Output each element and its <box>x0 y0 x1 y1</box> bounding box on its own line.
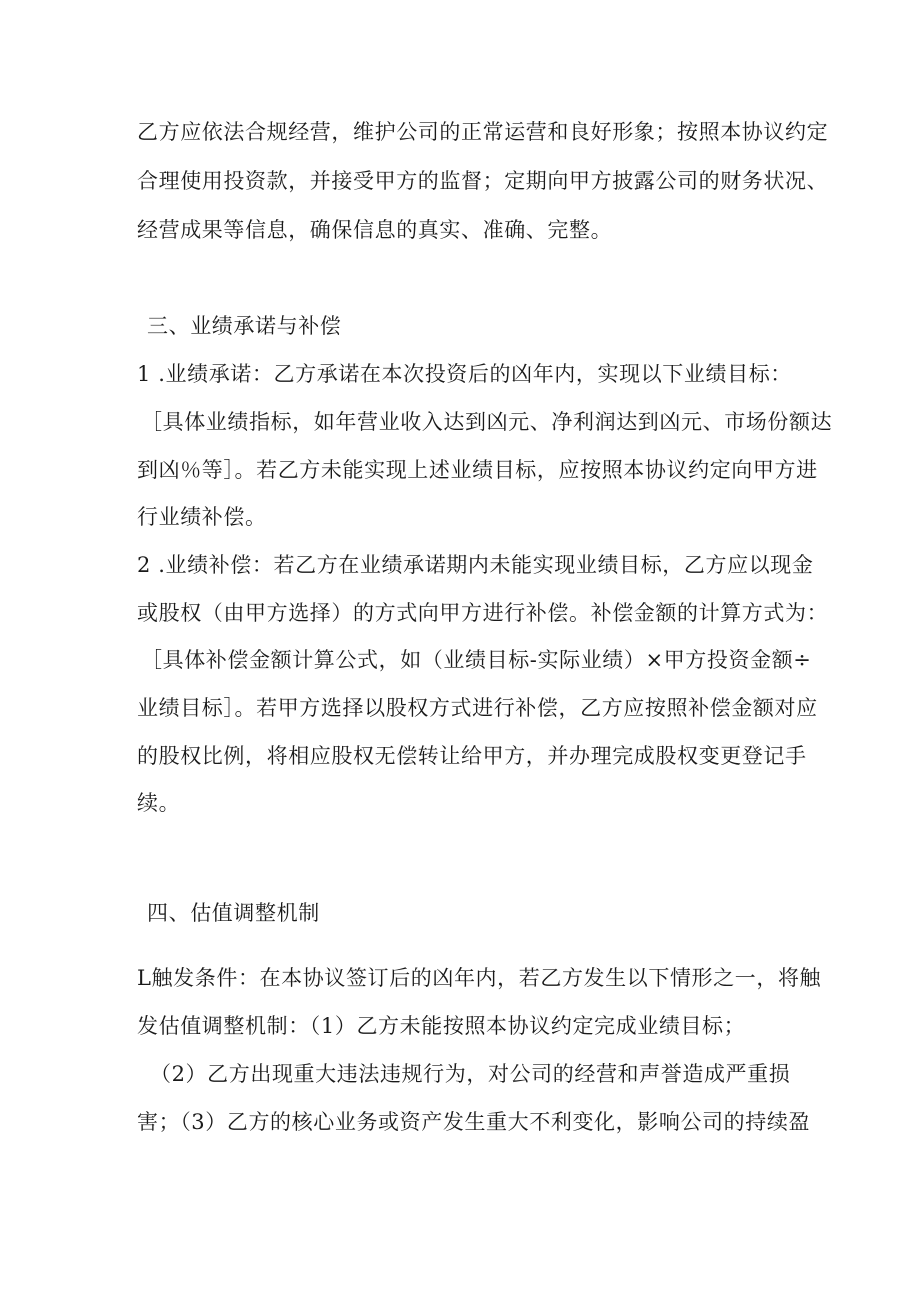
section-3-heading: 三、业绩承诺与补偿 <box>147 314 342 338</box>
section-3-item-2-line-4: 业绩目标］。若甲方选择以股权方式进行补偿，乙方应按照补偿金额对应 <box>137 696 818 720</box>
section-3-item-2-line-1: 2 .业绩补偿：若乙方在业绩承诺期内未能实现业绩目标，乙方应以现金 <box>137 553 814 577</box>
obligations-line-1: 乙方应依法合规经营，维护公司的正常运营和良好形象；按照本协议约定 <box>137 120 829 144</box>
section-3-item-2-line-3: ［具体补偿金额计算公式，如（业绩目标-实际业绩）×甲方投资金额÷ <box>141 648 812 672</box>
section-3-item-1-line-3: 到凶％等］。若乙方未能实现上述业绩目标，应按照本协议约定向甲方进 <box>137 458 818 482</box>
section-3-item-1-line-4: 行业绩补偿。 <box>137 505 267 529</box>
section-4-item-1-line-2: 发估值调整机制：（1）乙方未能按照本协议约定完成业绩目标； <box>137 1014 746 1038</box>
section-3-item-2-line-2: 或股权（由甲方选择）的方式向甲方进行补偿。补偿金额的计算方式为： <box>137 601 829 625</box>
section-3-item-1-line-2: ［具体业绩指标，如年营业收入达到凶元、净利润达到凶元、市场份额达 <box>141 410 833 434</box>
section-4-item-1-line-4: 害；（3）乙方的核心业务或资产发生重大不利变化，影响公司的持续盈 <box>137 1110 811 1134</box>
obligations-line-3: 经营成果等信息，确保信息的真实、准确、完整。 <box>137 218 613 242</box>
obligations-line-2: 合理使用投资款，并接受甲方的监督；定期向甲方披露公司的财务状况、 <box>137 169 829 193</box>
section-4-item-1-line-1: L触发条件：在本协议签订后的凶年内，若乙方发生以下情形之一，将触 <box>137 966 822 990</box>
section-3-item-2-line-6: 续。 <box>137 791 181 815</box>
section-4-heading: 四、估值调整机制 <box>147 901 320 925</box>
section-3-item-2-line-5: 的股权比例，将相应股权无偿转让给甲方，并办理完成股权变更登记手 <box>137 744 807 768</box>
section-4-item-1-line-3: （2）乙方出现重大违法违规行为，对公司的经营和声誉造成严重损 <box>150 1062 791 1086</box>
section-3-item-1-line-1: 1 .业绩承诺：乙方承诺在本次投资后的凶年内，实现以下业绩目标： <box>137 362 792 386</box>
